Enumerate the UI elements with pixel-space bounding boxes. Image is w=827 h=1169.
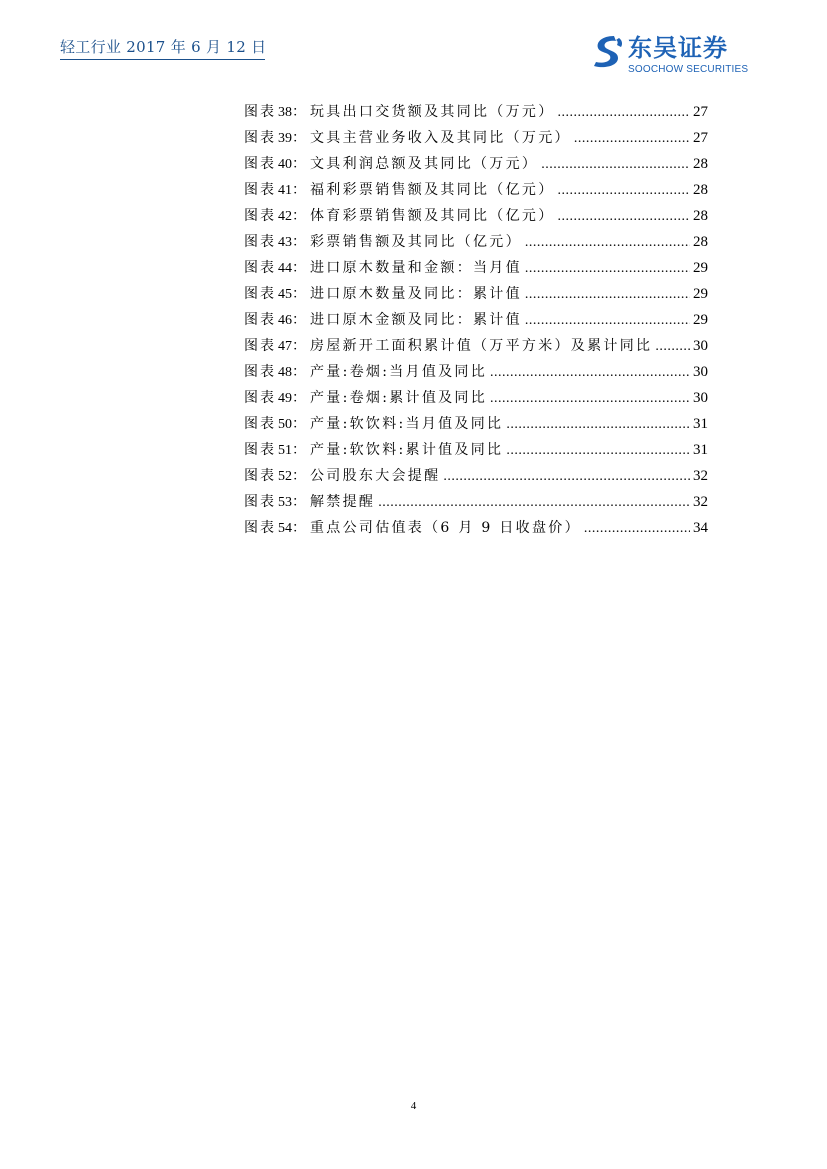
toc-entry-number: 54 xyxy=(278,521,292,536)
toc-entry-prefix: 图表 xyxy=(244,156,276,172)
toc-entry[interactable] xyxy=(244,411,708,437)
toc-entry-leader xyxy=(541,152,690,178)
toc-entry[interactable] xyxy=(244,229,708,255)
toc-entry-prefix: 图表 xyxy=(244,338,276,354)
toc-entry-title: 进口原木数量和金额：当月值 xyxy=(310,260,522,276)
toc-entry-title: 文具主营业务收入及其同比（万元） xyxy=(310,130,571,146)
toc-entry-separator: ： xyxy=(292,312,306,328)
toc-entry[interactable] xyxy=(244,489,708,515)
toc-entry-page: 32 xyxy=(693,468,708,484)
toc-entry-separator: ： xyxy=(292,442,306,458)
toc-entry-prefix: 图表 xyxy=(244,390,276,406)
toc-entry-leader xyxy=(525,256,690,282)
toc-entry[interactable] xyxy=(244,463,708,489)
header-underline xyxy=(60,59,265,60)
toc-entry-prefix: 图表 xyxy=(244,520,276,536)
toc-entry-title: 产量:软饮料:累计值及同比 xyxy=(310,442,504,458)
toc-entry-title: 公司股东大会提醒 xyxy=(310,468,441,484)
page-header xyxy=(0,0,827,80)
toc-entry[interactable] xyxy=(244,359,708,385)
toc-entry[interactable] xyxy=(244,333,708,359)
toc-entry[interactable] xyxy=(244,281,708,307)
toc-entry-page: 30 xyxy=(693,338,708,354)
logo-english-name: SOOCHOW SECURITIES xyxy=(628,64,749,75)
toc-entry-number: 53 xyxy=(278,495,292,510)
toc-entry-leader xyxy=(378,490,690,516)
toc-entry-title: 产量:软饮料:当月值及同比 xyxy=(310,416,504,432)
toc-entry-number: 46 xyxy=(278,313,292,328)
toc-entry-number: 38 xyxy=(278,105,292,120)
toc-entry-leader xyxy=(558,178,691,204)
toc-entry-leader xyxy=(525,282,690,308)
toc-entry[interactable] xyxy=(244,177,708,203)
toc-entry[interactable] xyxy=(244,437,708,463)
toc-entry-prefix: 图表 xyxy=(244,494,276,510)
toc-entry-number: 49 xyxy=(278,391,292,406)
toc-entry-separator: ： xyxy=(292,364,306,380)
toc-entry-title: 解禁提醒 xyxy=(310,494,376,510)
toc-entry-separator: ： xyxy=(292,520,306,536)
toc-entry-page: 31 xyxy=(693,442,708,458)
toc-entry-prefix: 图表 xyxy=(244,130,276,146)
toc-entry-number: 47 xyxy=(278,339,292,354)
toc-entry-leader xyxy=(558,100,691,126)
toc-entry-prefix: 图表 xyxy=(244,312,276,328)
scs-logo-icon xyxy=(592,34,624,74)
toc-entry-title: 产量:卷烟:当月值及同比 xyxy=(310,364,488,380)
toc-entry-prefix: 图表 xyxy=(244,234,276,250)
toc-entry-number: 51 xyxy=(278,443,292,458)
toc-entry-title: 体育彩票销售额及其同比（亿元） xyxy=(310,208,555,224)
toc-entry-leader xyxy=(525,230,690,256)
toc-entry-page: 30 xyxy=(693,390,708,406)
toc-entry-title: 玩具出口交货额及其同比（万元） xyxy=(310,104,555,120)
toc-entry-separator: ： xyxy=(292,260,306,276)
toc-entry-page: 29 xyxy=(693,260,708,276)
logo-chinese-name: 东吴证券 xyxy=(628,34,728,62)
toc-entry-separator: ： xyxy=(292,286,306,302)
toc-entry-page: 27 xyxy=(693,130,708,146)
toc-entry-prefix: 图表 xyxy=(244,468,276,484)
toc-entry-prefix: 图表 xyxy=(244,416,276,432)
toc-entry-page: 28 xyxy=(693,156,708,172)
toc-entry-number: 48 xyxy=(278,365,292,380)
toc-entry-title: 文具利润总额及其同比（万元） xyxy=(310,156,539,172)
toc-entry-number: 44 xyxy=(278,261,292,276)
figure-list xyxy=(244,99,708,541)
header-title: 轻工行业 2017 年 6 月 12 日 xyxy=(60,38,267,56)
toc-entry-leader xyxy=(584,516,690,542)
toc-entry-title: 福利彩票销售额及其同比（亿元） xyxy=(310,182,555,198)
toc-entry-page: 29 xyxy=(693,286,708,302)
toc-entry-page: 30 xyxy=(693,364,708,380)
toc-entry[interactable] xyxy=(244,203,708,229)
toc-entry-prefix: 图表 xyxy=(244,286,276,302)
toc-entry-number: 50 xyxy=(278,417,292,432)
toc-entry-title: 房屋新开工面积累计值（万平方米）及累计同比 xyxy=(310,338,653,354)
toc-entry-separator: ： xyxy=(292,182,306,198)
toc-entry-page: 28 xyxy=(693,182,708,198)
toc-entry-leader xyxy=(525,308,690,334)
toc-entry[interactable] xyxy=(244,151,708,177)
toc-entry-separator: ： xyxy=(292,390,306,406)
company-logo xyxy=(592,34,762,74)
toc-entry-leader xyxy=(443,464,690,490)
toc-entry-separator: ： xyxy=(292,494,306,510)
toc-entry-page: 34 xyxy=(693,520,708,536)
toc-entry-separator: ： xyxy=(292,416,306,432)
toc-entry-number: 52 xyxy=(278,469,292,484)
page-number: 4 xyxy=(410,1100,417,1112)
toc-entry-leader xyxy=(655,334,690,360)
toc-entry-separator: ： xyxy=(292,208,306,224)
toc-entry-page: 28 xyxy=(693,208,708,224)
toc-entry-title: 重点公司估值表（6 月 9 日收盘价） xyxy=(310,520,581,536)
toc-entry-page: 29 xyxy=(693,312,708,328)
toc-entry-page: 27 xyxy=(693,104,708,120)
toc-entry-separator: ： xyxy=(292,338,306,354)
toc-entry-number: 45 xyxy=(278,287,292,302)
toc-entry-leader xyxy=(490,360,690,386)
toc-entry[interactable] xyxy=(244,385,708,411)
toc-entry-number: 40 xyxy=(278,157,292,172)
toc-entry-separator: ： xyxy=(292,234,306,250)
toc-entry-page: 28 xyxy=(693,234,708,250)
toc-entry-separator: ： xyxy=(292,156,306,172)
toc-entry-leader xyxy=(558,204,691,230)
toc-entry-leader xyxy=(574,126,690,152)
toc-entry-title: 进口原木数量及同比：累计值 xyxy=(310,286,522,302)
toc-entry-prefix: 图表 xyxy=(244,442,276,458)
toc-entry[interactable] xyxy=(244,255,708,281)
toc-entry-page: 32 xyxy=(693,494,708,510)
toc-entry-prefix: 图表 xyxy=(244,364,276,380)
toc-entry[interactable] xyxy=(244,99,708,125)
toc-entry-leader xyxy=(506,412,690,438)
toc-entry-prefix: 图表 xyxy=(244,208,276,224)
toc-entry-page: 31 xyxy=(693,416,708,432)
toc-entry-prefix: 图表 xyxy=(244,260,276,276)
toc-entry-number: 43 xyxy=(278,235,292,250)
toc-entry-leader xyxy=(490,386,690,412)
toc-entry-title: 彩票销售额及其同比（亿元） xyxy=(310,234,522,250)
toc-entry-separator: ： xyxy=(292,468,306,484)
toc-entry[interactable] xyxy=(244,307,708,333)
toc-entry-prefix: 图表 xyxy=(244,104,276,120)
toc-entry-number: 41 xyxy=(278,183,292,198)
toc-entry-title: 进口原木金额及同比：累计值 xyxy=(310,312,522,328)
toc-entry-title: 产量:卷烟:累计值及同比 xyxy=(310,390,488,406)
toc-entry-prefix: 图表 xyxy=(244,182,276,198)
toc-entry-number: 39 xyxy=(278,131,292,146)
toc-entry-separator: ： xyxy=(292,104,306,120)
toc-entry-separator: ： xyxy=(292,130,306,146)
toc-entry[interactable] xyxy=(244,125,708,151)
toc-entry-leader xyxy=(506,438,690,464)
toc-entry-number: 42 xyxy=(278,209,292,224)
toc-entry[interactable] xyxy=(244,515,708,541)
